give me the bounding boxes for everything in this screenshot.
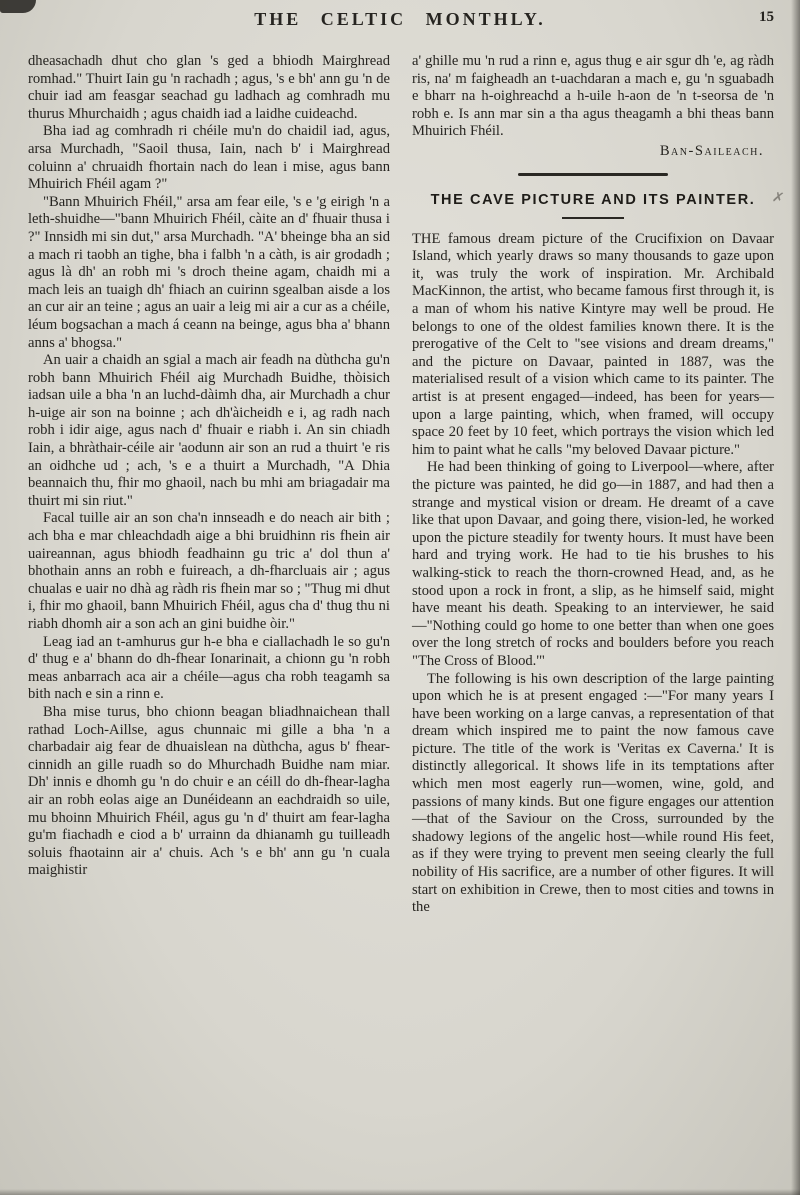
page-number: 15: [759, 9, 774, 25]
gaelic-paragraph: "Bann Mhuirich Fhéil," arsa am fear eile, 's e 'g eirigh 'n a leth-shuidhe—"bann Mhuirich Fhéil, càite an d' fhuair thusa i ?" Innsidh mi sin dut," arsa Murchadh. "A' bheinge bha an sid a mach ri taobh an tighe, bha i falbh 'n a càth, is air grodadh ; agus là dh' an robh mi 's droch theine agam, chaidh mi a mach leis an tuaigh dh' fhiach an cuirinn sgealban aisde a los an cur air an teine ; agus an uair a leig mi air a cur as a chéile, léum bogsachan a mach á ceann na beinge, agus bha a' bhann anns a' bhogsa.": [28, 193, 390, 351]
article-paragraph: THE famous dream picture of the Crucifixion on Davaar Island, which yearly draws so many thousands to gaze upon it, was truly the work of inspiration. Mr. Archibald MacKinnon, the artist, who became famous first through it, is a man of whom his native Kintyre may well be proud. He belongs to one of the oldest families known there. It is the prerogative of the Celt to "see visions and dream dreams," and the picture on Davaar, painted in 1887, was the materialised result of a vision which came to its painter. The artist is at present engaged—indeed, has been for years—upon a large painting, which, when framed, will occupy space 20 feet by 10 feet, which portrays the vision which led him to paint what he calls "my beloved Davaar picture.": [412, 230, 774, 458]
section-divider: [518, 173, 668, 176]
left-column: [28, 53, 390, 917]
gaelic-paragraph: Bha iad ag comhradh ri chéile mu'n do chaidil iad, agus, arsa Murchadh, "Saoil thusa, Iain, nach b' i Mairghread coluinn a' chruaidh fhortain nach do lean i mise, agus bann Mhuirich Fhéil agam ?": [28, 123, 390, 193]
article-paragraph: He had been thinking of going to Liverpool—where, after the picture was painted, he did go—in 1887, and had then a strange and mystical vision or dream. He dreamt of a cave like that upon Davaar, and going there, vision-led, he worked upon the picture steadily for twenty hours. It must have been hard and trying work. He had to tie his brushes to his walking-stick to reach the thorn-crowned Head, and, as he stood upon a rock in front, a slip, as he himself said, might have meant his death. Speaking to an interviewer, he said—"Nothing could go home to one better than when one goes over the long stretch of rocks and boulders before you reach "The Cross of Blood.'": [412, 459, 774, 669]
author-signature: Ban-Saileach.: [659, 142, 764, 159]
gaelic-paragraph: An uair a chaidh an sgial a mach air feadh na dùthcha gu'n robh bann Mhuirich Fhéil aig Murchadh Buidhe, thòisich iadsan uile a bha 'n an luchd-dàimh dha, air Murchadh a chur h-uige air son na boinne ; ach dh'àicheidh e i, ag radh nach robh i idir aige, agus nach d' fhuair e riabh i. An sin chiadh Iain, a bhràthair-céile air 'aodunn air son an rud a thuirt 'e ris an oidhche ud ; ach, 's e a thuirt a Murchadh, "A Dhia beannaich thu, fhir mo ghaoil, nach bu mhi am briagadair ma thuirt mi sin riut.": [28, 352, 390, 509]
scan-edge-shadow-bottom: [0, 1189, 800, 1195]
text-columns: [0, 47, 800, 917]
right-column: [412, 53, 786, 917]
article-title: THE CAVE PICTURE AND ITS PAINTER.: [430, 191, 756, 208]
gaelic-paragraph: Leag iad an t-amhurus gur h-e bha e ciallachadh le so gu'n d' thug e a' bhann do dh-fhear Ionarinait, a chionn gu 'n robh meas anbarrach aca air a chéile—agus cha robh teagamh sa bith nach e sin a rinn e.: [28, 633, 390, 703]
journal-title: THE CELTIC MONTHLY.: [254, 9, 546, 29]
pencil-mark: ✗: [770, 189, 786, 207]
page-header: [0, 0, 800, 47]
gaelic-paragraph: Bha mise turus, bho chionn beagan bliadhnaichean thall rathad Loch-Aillse, agus chunnaic mi gille a bha 'n a charbadair aig fear de dhuaislean na dùthcha, agus b' fhear-cinnidh an gille ruadh so do Mhurchadh Buidhe nam miar. Dh' innis e dhomh gu 'n do chuir e an céill do dh-fhear-lagha air an robh eolas aige an Dunéideann an eachdraidh so uile, mu bhoinn Mhuirich Fhéil, agus gu 'n d' thuirt am fear-lagha gu'm fiachadh e ciod a b' urrainn da dhianamh gu tuilleadh soluis fhaotainn air a' chuis. Ach 's e bh' ann gu 'n cuala maighistir: [28, 703, 390, 879]
article-heading-row: [412, 189, 786, 210]
gaelic-paragraph: Facal tuille air an son cha'n innseadh e do neach air bith ; ach bha e mar chleachdadh aige a bhi bruidhinn ris fhein air uaireannan, agus bhiodh feadhainn gu tric a' dol thun a' bhothain anns an robh e fuireach, a dh-fharcluais air ; agus chualas e uair no dhà ag ràdh ris fhein mar so ; "Thug mi dhut i, fhir mo ghaoil, bann Mhuirich Fhéil, agus cha d' thug thu ni riabh dhomh air a son ach an gini buidhe òir.": [28, 510, 390, 632]
gaelic-paragraph: dheasachadh dhut cho glan 's ged a bhiodh Mairghread romhad." Thuirt Iain gu 'n rachadh ; agus, 's e bh' ann gu 'n de chuir iad am feasgar seachad gu ladhach ag comhradh mu thurus Mhurchaidh ; agus chaidh iad a laidhe cuideachd.: [28, 53, 390, 122]
scan-edge-shadow: [791, 0, 800, 1195]
gaelic-continuation-paragraph: a' ghille mu 'n rud a rinn e, agus thug e air sgur dh 'e, ag ràdh ris, na' m faigheadh an t-uachdaran a mach e, gu 'n sguabadh e bharr na h-oighreachd a h-uile h-aon de 'n t-seorsa de 'n robh e. Is ann mar sin a tha agus theagamh a bhi theas bann Mhuirich Fhéil.: [412, 53, 774, 140]
article-paragraph: The following is his own description of the large painting upon which he is at present engaged :—"For many years I have been working on a large canvas, a representation of that dream which inspired me to paint the now famous cave picture. The title of the work is 'Veritas ex Caverna.' It is distinctly allegorical. It shows life in its temptations after which men most eagerly run—women, wine, gold, and passions of many kinds. But one figure engages our attention—that of the Saviour on the Cross, surrounded by the shadowy legions of the angelic host—while round His feet, as if they were trying to prevent men seeing clearly the full nobility of His sacrifice, are a number of other figures. It will start on exhibition in Crewe, then to most cities and towns in the: [412, 670, 774, 916]
heading-rule: [562, 217, 624, 219]
